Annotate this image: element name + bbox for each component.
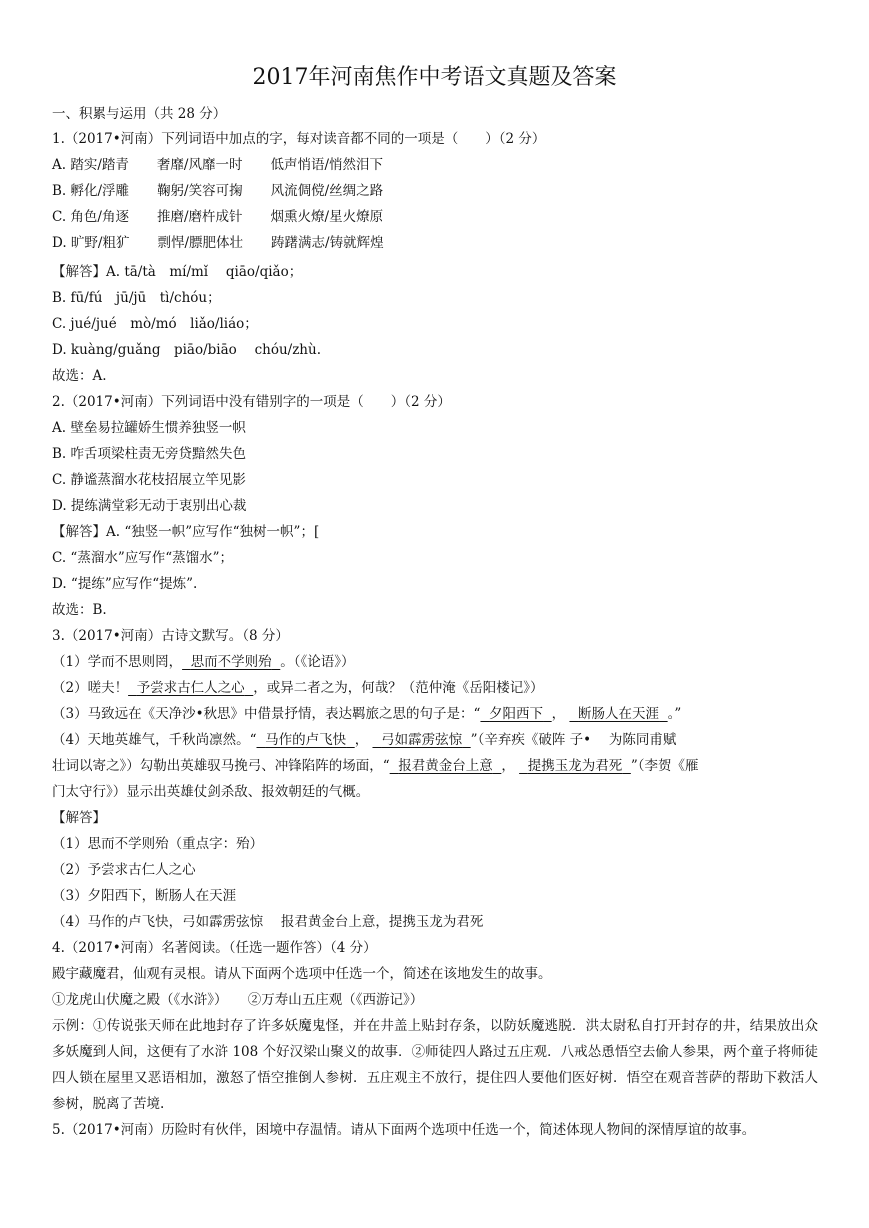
q3-answer-5b: 提携玉龙为君死 <box>527 758 623 774</box>
q1-option-a <box>52 155 383 175</box>
q3-answer-heading: 【解答】 <box>52 810 106 826</box>
q1-a-part3: 低声悄语/悄然泪下 <box>270 157 384 173</box>
q4-options: ①龙虎山伏魔之殿（《水浒》） ②万寿山五庄观（《西游记》） <box>52 992 424 1008</box>
q3-blank-4 <box>569 706 667 722</box>
q2-answer-a: 【解答】A. “独竖一帜”应写作“独树一帜”；[ <box>52 524 320 540</box>
q1-b-part2: 鞠躬/笑容可掬 <box>157 183 243 199</box>
q1-option-c <box>52 207 383 227</box>
q5-stem: 5.（2017•河南）历险时有伙伴，困境中存温情。请从下面两个选项中任选一个，简述体现人物间的深情厚谊的故事。 <box>52 1122 756 1138</box>
q3-line-2 <box>52 678 544 698</box>
q3-l4-suffix: ”（辛弃疾《破阵 子• 为陈同甫赋 <box>470 732 677 748</box>
q3-answer-4-text: （4）马作的卢飞快，弓如霹雳弦惊 报君黄金台上意，提携玉龙为君死 <box>52 914 484 930</box>
q4-stem: 4.（2017•河南）名著阅读。（任选一题作答）（4 分） <box>52 940 377 956</box>
q3-blank-3 <box>480 706 551 722</box>
section-heading: 一、积累与运用（共 28 分） <box>52 106 227 122</box>
q1-answer-d: D. kuàng/guǎng piāo/biāo chóu/zhù. <box>52 342 321 358</box>
q3-line-6: 门太守行》）显示出英雄仗剑杀敌、报效朝廷的气概。 <box>52 784 370 800</box>
q1-stem: 1.（2017•河南）下列词语中加点的字，每对读音都不同的一项是（ ）（2 分） <box>52 131 546 147</box>
q2-option-d: D. 提练满堂彩无动于衷别出心裁 <box>52 498 247 514</box>
q2-answer-c: C. “蒸溜水”应写作“蒸馏水”； <box>52 550 234 566</box>
q3-line-1 <box>52 652 355 672</box>
q3-l3-prefix: （3）马致远在《天净沙•秋思》中借景抒情，表达羁旅之思的句子是：“ <box>52 706 481 722</box>
q3-l5-sep: ， <box>501 758 515 774</box>
q3-line-3 <box>52 704 681 724</box>
q3-l1-prefix: （1）学而不思则罔， <box>52 654 183 670</box>
q3-answer-2-text: （2）予尝求古仁人之心 <box>52 862 196 878</box>
q3-l4-sep: ， <box>354 732 369 748</box>
q2-option-a: A. 壁垒易拉罐娇生惯养独竖一帜 <box>52 420 246 436</box>
q1-c-part3: 烟熏火燎/星火燎原 <box>270 209 384 225</box>
q3-answer-5a: 报君黄金台上意 <box>398 758 493 774</box>
q3-l3-sep: ， <box>551 706 566 722</box>
q1-answer-b: B. fū/fú jū/jū tì/chóu； <box>52 290 221 306</box>
q3-line-5 <box>52 756 698 776</box>
q1-a-part1: A. 踏实/踏青 <box>52 157 129 173</box>
q3-blank-1 <box>182 654 280 670</box>
q3-stem: 3.（2017•河南）古诗文默写。（8 分） <box>52 628 289 644</box>
q3-l2-prefix: （2）嗟夫！ <box>52 680 129 696</box>
q1-option-d <box>52 233 384 253</box>
q3-blank-2 <box>128 680 253 696</box>
q3-answer-2: 予尝求古仁人之心 <box>136 680 245 696</box>
q1-d-part2: 剽悍/膘肥体壮 <box>157 235 244 251</box>
q3-answer-1-text: （1）思而不学则殆（重点字：殆） <box>52 836 264 852</box>
q3-l5-suffix: ”（李贺《雁 <box>630 758 699 774</box>
q3-answer-3a: 夕阳西下 <box>489 706 544 722</box>
q2-choice: 故选：B. <box>52 602 107 618</box>
q4-intro: 殿宇藏魔君，仙观有灵根。请从下面两个选项中任选一个，简述在该地发生的故事。 <box>52 966 552 982</box>
q3-answer-4b: 弓如霹雳弦惊 <box>381 732 463 748</box>
q1-answer-c: C. jué/jué mò/mó liǎo/liáo； <box>52 316 258 332</box>
q3-l1-suffix: 。（《论语》） <box>280 654 355 670</box>
q2-option-c: C. 静谧蒸溜水花枝招展立竿见影 <box>52 472 246 488</box>
q3-answer-3b: 断肠人在天涯 <box>578 706 660 722</box>
q1-a-part2: 奢靡/风靡一时 <box>156 157 243 173</box>
q2-stem: 2.（2017•河南）下列词语中没有错别字的一项是（ ）（2 分） <box>52 394 451 410</box>
q2-option-b: B. 咋舌项梁柱责无旁贷黯然失色 <box>52 446 247 462</box>
q1-c-part1: C. 角色/角逐 <box>52 209 129 225</box>
q1-b-part1: B. 孵化/浮雕 <box>52 183 130 199</box>
q1-b-part3: 风流倜傥/丝绸之路 <box>270 183 384 199</box>
q3-l4-prefix: （4）天地英雄气，千秋尚凛然。“ <box>52 732 257 748</box>
q2-answer-d: D. “提练”应写作“提炼”. <box>52 576 198 592</box>
q4-example: 示例：①传说张天师在此地封存了许多妖魔鬼怪，并在井盖上贴封存条，以防妖魔逃脱．洪太尉私自打开封存的井，结果放出众多妖魔到人间，这便有了水浒 108 个好汉梁山聚义的故事．②师徒四人路过五庄观．八戒怂恿悟空去偷人参果，两个童子将师徒四人锁在屋里又恶语相加，激怒了悟空推倒人参树．五庄观主不放行，提住四人要他们医好树．悟空在观音菩萨的帮助下救活人参树，脱离了苦境. <box>52 1018 818 1112</box>
q3-blank-7 <box>390 758 502 774</box>
q3-l2-suffix: ，或异二者之为，何哉？（范仲淹《岳阳楼记》） <box>253 680 544 696</box>
q1-c-part2: 推磨/磨杵成针 <box>156 209 243 225</box>
q3-blank-5 <box>257 732 355 748</box>
q3-answer-4a: 马作的卢飞快 <box>265 732 347 748</box>
q3-answer-3-text: （3）夕阳西下，断肠人在天涯 <box>52 888 237 904</box>
q1-d-part1: D. 旷野/粗犷 <box>52 235 130 251</box>
q3-l3-suffix: 。” <box>667 706 682 722</box>
q3-blank-8 <box>519 758 631 774</box>
q1-choice: 故选：A. <box>52 368 107 384</box>
q3-blank-6 <box>372 732 470 748</box>
q3-line-4 <box>52 730 676 750</box>
q1-answer-a: 【解答】A. tā/tà mí/mǐ qiāo/qiǎo； <box>52 264 303 280</box>
q1-d-part3: 踌躇满志/铸就辉煌 <box>271 235 384 251</box>
document-title: 2017年河南焦作中考语文真题及答案 <box>252 65 617 90</box>
q1-option-b <box>52 181 383 201</box>
q3-answer-1: 思而不学则殆 <box>190 654 272 670</box>
q3-l5-prefix: 壮词以寄之》）勾勒出英雄驭马挽弓、冲锋陷阵的场面，“ <box>52 758 390 774</box>
